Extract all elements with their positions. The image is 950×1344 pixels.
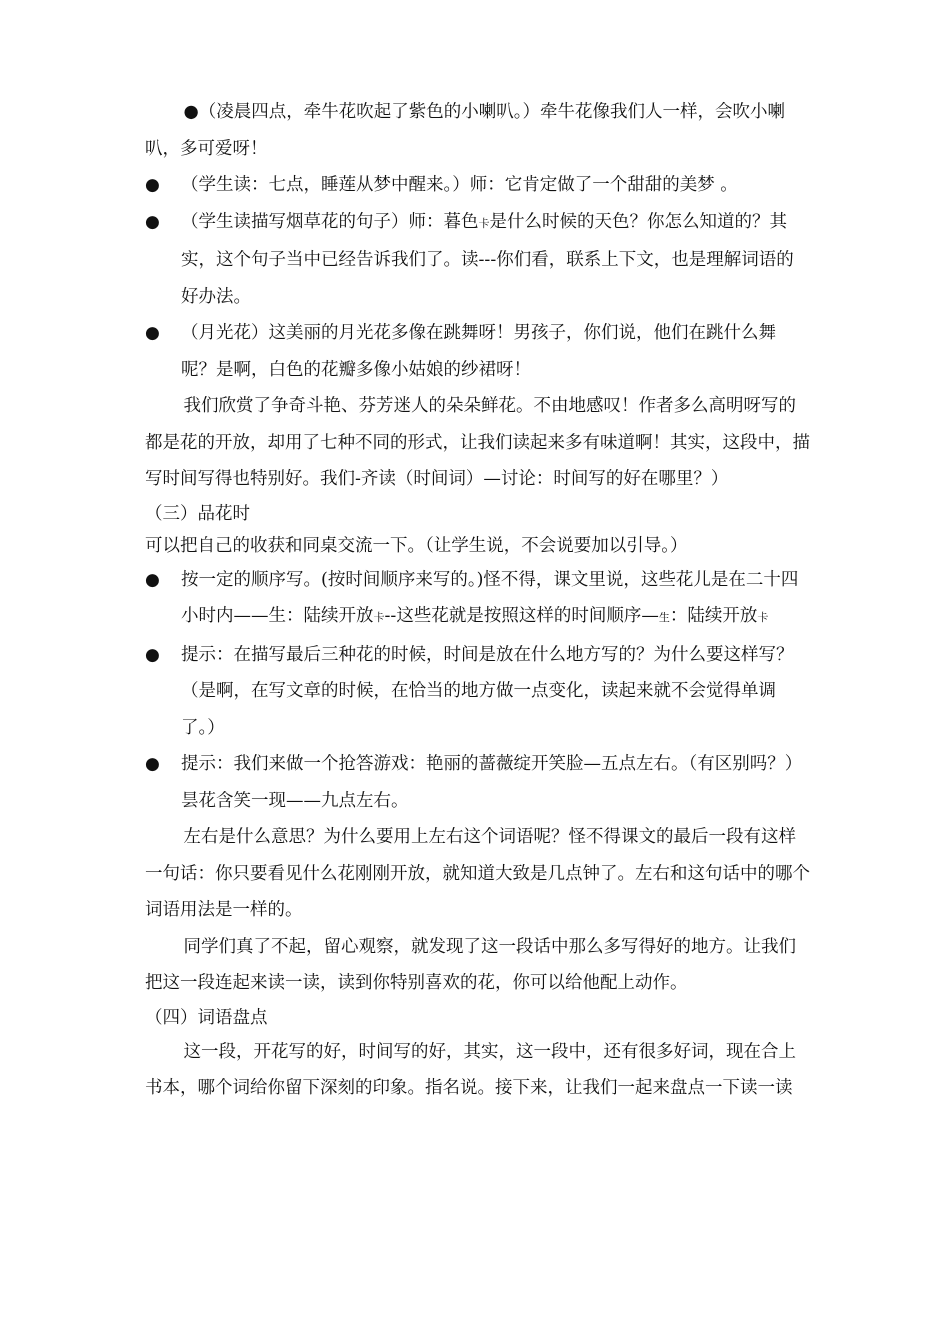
bullet-text-cont2: ：陆续开放: [669, 606, 758, 626]
instruction-text: 可以把自己的收获和同桌交流一下。（让学生说，不会说要加以引导。）: [145, 535, 688, 556]
bullet-hint-game: [145, 746, 810, 819]
section-heading-3: [145, 498, 810, 530]
paragraph-approximately: [145, 819, 810, 929]
bullet-water-lily: [145, 167, 810, 204]
bullet-dot-icon: ●: [145, 754, 160, 774]
bullet-text: （学生读描写烟草花的句子）师：暮色: [181, 211, 479, 232]
paragraph-summary: [145, 388, 810, 498]
paragraph-text: 左右是什么意思？为什么要用上左右这个词语呢？怪不得课文的最后一段有这样一句话：你只要看见什么花刚刚开放，就知道大致是几点钟了。左右和这句话中的哪个词语用法是一样的。: [145, 827, 810, 920]
bullet-tobacco-flower: [145, 204, 810, 316]
card-marker-2: 卡: [757, 611, 769, 624]
bullet-dot-icon: ●: [145, 175, 160, 195]
bullet-text-cont: 是什么时候的天色？你怎么知道的？其实，这个句子当中已经告诉我们了。读---你们看，联系上下文，也是理解词语的好办法。: [181, 211, 794, 307]
bullet-text: 提示：我们来做一个抢答游戏：艳丽的蔷薇绽开笑脸—五点左右。（有区别吗？）昙花含笑一现——九点左右。: [181, 754, 803, 811]
bullet-text: 按一定的顺序写。(按时间顺序来写的。)怪不得，课文里说，这些花儿是在二十四小时内——生：陆续开放: [181, 569, 799, 626]
bullet-dot-icon: ●: [145, 323, 160, 343]
bullet-dot-icon: ●: [145, 644, 160, 665]
card-marker: 卡: [373, 611, 385, 624]
student-marker: 生: [658, 611, 670, 624]
section-heading-4: [145, 1002, 810, 1034]
bullet-dot-icon: ●: [145, 569, 160, 590]
instruction-line: [145, 530, 810, 562]
paragraph-morning-glory: [145, 94, 810, 167]
heading-text: （四）词语盘点: [145, 1007, 268, 1028]
bullet-dot-icon: ●: [145, 211, 160, 232]
document-body: [145, 94, 810, 1107]
paragraph-text: 我们欣赏了争奇斗艳、芬芳迷人的朵朵鲜花。不由地感叹！作者多么高明呀写的都是花的开放，却用了七种不同的形式，让我们读起来多有味道啊！其实，这段中，描写时间写得也特别好。我们-齐读（时间词）—讨论：时间写的好在哪里？）: [145, 396, 810, 489]
paragraph-vocabulary: [145, 1034, 810, 1107]
paragraph-praise: [145, 929, 810, 1002]
bullet-order: [145, 562, 810, 637]
card-marker: 卡: [478, 216, 490, 230]
bullet-text: （学生读：七点，睡莲从梦中醒来。）师：它肯定做了一个甜甜的美梦 。: [181, 175, 738, 195]
heading-text: （三）品花时: [145, 503, 250, 524]
bullet-hint-position: [145, 637, 810, 747]
bullet-text: （月光花）这美丽的月光花多像在跳舞呀！男孩子，你们说，他们在跳什么舞呢？是啊，白色的花瓣多像小姑娘的纱裙呀！: [181, 323, 776, 380]
bullet-moonflower: [145, 315, 810, 388]
paragraph-text: 同学们真了不起，留心观察，就发现了这一段话中那么多写得好的地方。让我们把这一段连起来读一读，读到你特别喜欢的花，你可以给他配上动作。: [145, 936, 796, 993]
paragraph-text: ●（凌晨四点，牵牛花吹起了紫色的小喇叭。）牵牛花像我们人一样，会吹小喇叭，多可爱呀！: [145, 102, 786, 159]
paragraph-text: 这一段，开花写的好，时间写的好，其实，这一段中，还有很多好词，现在合上书本，哪个词给你留下深刻的印象。指名说。接下来，让我们一起来盘点一下读一读: [145, 1041, 796, 1098]
bullet-text: 提示：在描写最后三种花的时候，时间是放在什么地方写的？为什么要这样写？（是啊，在写文章的时候，在恰当的地方做一点变化，读起来就不会觉得单调了。）: [181, 644, 794, 738]
bullet-text-cont: --这些花就是按照这样的时间顺序—: [384, 606, 659, 626]
